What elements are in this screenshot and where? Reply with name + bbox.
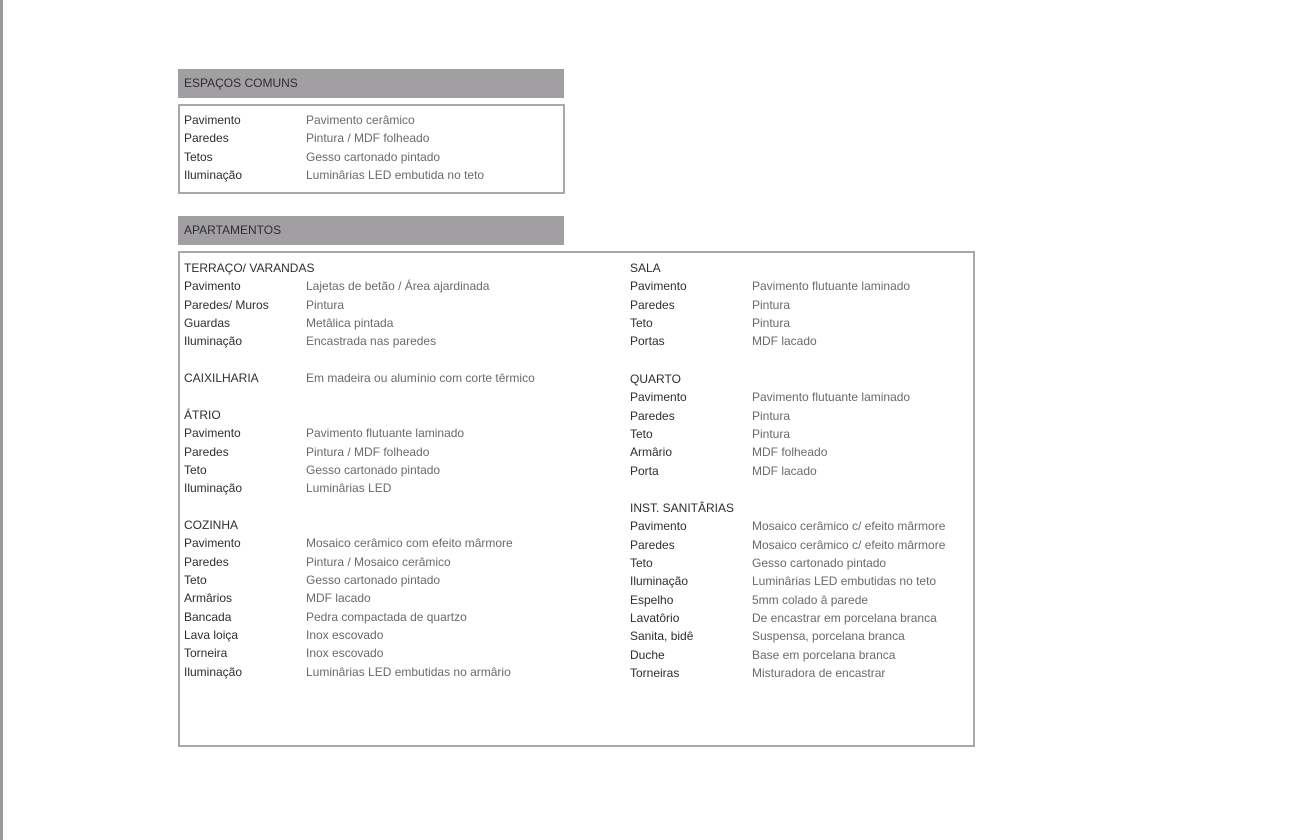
spec-label: Lava loiça: [184, 628, 239, 643]
cozinha-title: COZINHA: [184, 518, 238, 532]
spec-value: Pintura: [752, 408, 791, 423]
spec-label: Teto: [630, 427, 653, 442]
spec-value: Gesso cartonado pintado: [752, 556, 887, 571]
spec-label: Teto: [630, 316, 653, 331]
sala-title: SALA: [630, 261, 661, 275]
spec-label: Iluminação: [184, 168, 243, 183]
spec-label: Paredes: [630, 297, 675, 312]
spec-label: Iluminação: [630, 574, 689, 589]
spec-label: Pavimento: [184, 426, 241, 441]
spec-label: Pavimento: [184, 536, 241, 551]
spec-value: Mosaico cerâmico c/ efeito mârmore: [752, 537, 946, 552]
spec-value: Metâlica pintada: [306, 316, 394, 331]
spec-value: Pavimento flutuante laminado: [752, 390, 911, 405]
spec-value: Luminârias LED embutidas no teto: [752, 574, 937, 589]
spec-label: CAIXILHARIA: [184, 371, 259, 385]
spec-label: Pavimento: [184, 279, 241, 294]
spec-label: Paredes: [630, 408, 675, 423]
spec-label: Portas: [630, 334, 665, 349]
spec-value: Luminârias LED embutida no teto: [306, 168, 485, 183]
spec-value: Gesso cartonado pintado: [306, 463, 441, 478]
spec-value: De encastrar em porcelana branca: [752, 611, 937, 626]
spec-value: Pintura: [752, 427, 791, 442]
spec-label: Pavimento: [184, 113, 241, 127]
spec-value: Inox escovado: [306, 646, 384, 661]
spec-label: Torneiras: [630, 666, 680, 681]
spec-label: Sanita, bidê: [630, 629, 694, 644]
spec-label: Iluminação: [184, 334, 243, 349]
spec-value: Pintura: [752, 316, 791, 331]
page-left-border: [0, 0, 3, 840]
spec-value: Misturadora de encastrar: [752, 666, 886, 681]
spec-value: Mosaico cerâmico com efeito mârmore: [306, 536, 513, 551]
spec-label: Guardas: [184, 316, 231, 331]
spec-value: MDF lacado: [752, 463, 817, 478]
spec-label: Tetos: [184, 149, 213, 164]
spec-value: Pintura / MDF folheado: [306, 444, 430, 459]
spec-value: MDF lacado: [306, 591, 371, 606]
spec-value: Pintura: [752, 297, 791, 312]
spec-value: Luminârias LED embutidas no armârio: [306, 664, 511, 679]
spec-label: Pavimento: [630, 390, 687, 405]
spec-label: Teto: [630, 556, 653, 571]
spec-label: Duche: [630, 647, 665, 662]
spec-value: Pavimento cerâmico: [306, 113, 415, 127]
spec-value: Suspensa, porcelana branca: [752, 629, 905, 644]
spec-value: 5mm colado â parede: [752, 592, 869, 607]
atrio-title: ÁTRIO: [184, 408, 221, 422]
spec-label: Iluminação: [184, 481, 243, 496]
spec-value: Luminârias LED: [306, 481, 392, 496]
terraco-title: TERRAÇO/ VARANDAS: [184, 261, 315, 275]
spec-label: Paredes: [184, 444, 229, 459]
spec-label: Teto: [184, 573, 207, 588]
spec-label: Teto: [184, 463, 207, 478]
spec-value: Mosaico cerâmico c/ efeito mârmore: [752, 519, 946, 534]
spec-value: Pavimento flutuante laminado: [306, 426, 465, 441]
inst-sanitarias-title: INST. SANITÂRIAS: [630, 501, 735, 515]
spec-label: Espelho: [630, 592, 674, 607]
spec-label: Armârio: [630, 445, 673, 460]
spec-label: Bancada: [184, 609, 232, 624]
spec-value: Em madeira ou alumínio com corte têrmico: [306, 371, 535, 385]
spec-label: Torneira: [184, 646, 228, 661]
spec-value: Gesso cartonado pintado: [306, 573, 441, 588]
spec-label: Paredes: [630, 537, 675, 552]
spec-label: Paredes/ Muros: [184, 297, 269, 312]
quarto-title: QUARTO: [630, 372, 681, 386]
spec-value: Base em porcelana branca: [752, 647, 896, 662]
spec-label: Porta: [630, 463, 659, 478]
spec-label: Armârios: [184, 591, 233, 606]
spec-label: Paredes: [184, 554, 229, 569]
spec-label: Paredes: [184, 131, 229, 146]
espacos-comuns-header: ESPAÇOS COMUNS: [178, 69, 564, 98]
spec-value: Encastrada nas paredes: [306, 334, 437, 349]
spec-value: Gesso cartonado pintado: [306, 149, 441, 164]
spec-value: Pintura: [306, 297, 345, 312]
spec-value: MDF lacado: [752, 334, 817, 349]
spec-value: Pintura / MDF folheado: [306, 131, 430, 146]
spec-value: Inox escovado: [306, 628, 384, 643]
spec-value: MDF folheado: [752, 445, 828, 460]
spec-value: Pavimento flutuante laminado: [752, 279, 911, 294]
spec-value: Lajetas de betão / Área ajardinada: [306, 279, 490, 294]
apartamentos-header: APARTAMENTOS: [178, 216, 564, 245]
spec-label: Pavimento: [630, 519, 687, 534]
spec-label: Pavimento: [630, 279, 687, 294]
spec-value: Pintura / Mosaico cerâmico: [306, 554, 451, 569]
spec-label: Iluminação: [184, 664, 243, 679]
spec-label: Lavatôrio: [630, 611, 680, 626]
spec-value: Pedra compactada de quartzo: [306, 609, 467, 624]
